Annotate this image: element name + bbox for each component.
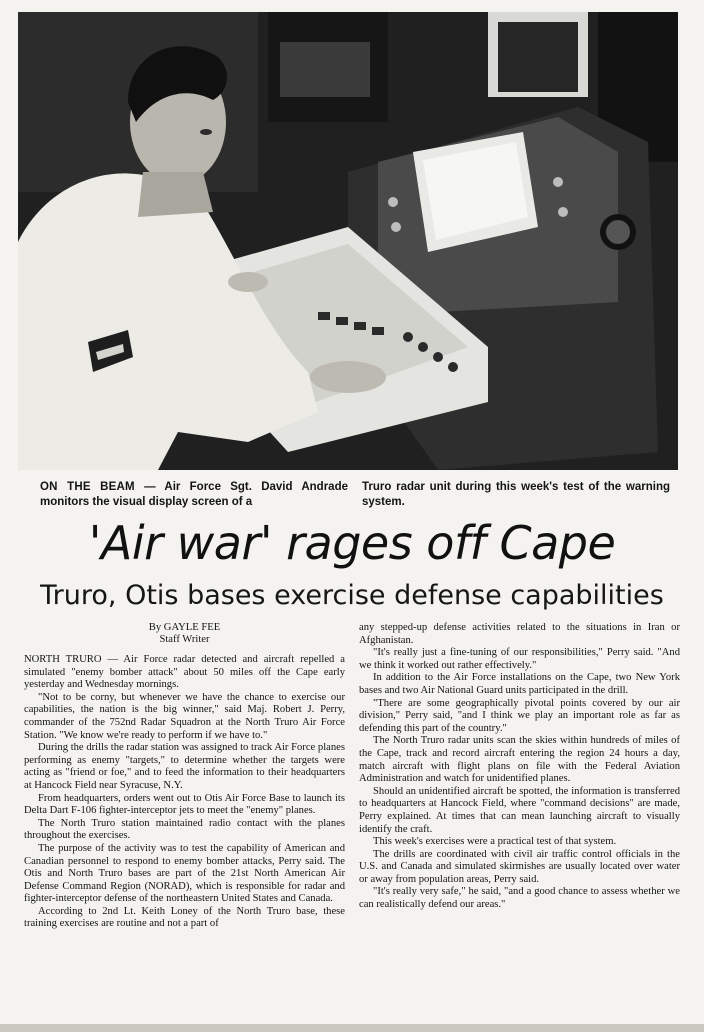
caption-lead: ON THE BEAM <box>40 481 135 493</box>
byline <box>24 622 345 646</box>
paragraph: The purpose of the activity was to test the capability of American and Canadian personnel to respond to enemy bomber attacks, Perry said. The Otis and North Truro bases are part of the 21st North American Air Defense Command Region (NORAD), which is responsible for radar and fighter-interceptor defense of the northeastern United States and Canada. <box>24 842 345 905</box>
caption-left-text: — Air Force Sgt. David Andrade monitors the visual display screen of a <box>40 481 348 508</box>
byline-role: Staff Writer <box>159 634 210 645</box>
article-column-left <box>24 622 345 1024</box>
paragraph: "Not to be corny, but whenever we have the chance to exercise our capabilities, the nation is the big winner," said Maj. Robert J. Perry, commander of the 752nd Radar Squadron at the North Truro Air Force Station. "We know we're ready to perform if we have to." <box>24 691 345 741</box>
article-body <box>24 622 680 1024</box>
photo-caption <box>40 480 670 510</box>
subheadline: Truro, Otis bases exercise defense capabilities <box>40 580 664 611</box>
paragraph: "It's really very safe," he said, "and a good chance to assess whether we can realistically defend our areas." <box>359 886 680 911</box>
caption-right <box>362 480 670 510</box>
caption-right-text: Truro radar unit during this week's test of the warning system. <box>362 481 670 508</box>
paragraph: The North Truro radar units scan the skies within hundreds of miles of the Cape, track and record aircraft entering the region 24 hours a day, match aircraft with flight plans on file with the Federal Aviation Administration and watch for unidentified planes. <box>359 735 680 785</box>
paragraph: any stepped-up defense activities related to the situations in Iran or Afghanistan. <box>359 622 680 646</box>
paragraph: Should an unidentified aircraft be spotted, the information is transferred to headquarters at Hancock Field, where "command decisions" are made, Perry explained. At times that can mean launching aircraft to visually identify the craft. <box>359 785 680 835</box>
paragraph: In addition to the Air Force installations on the Cape, two New York bases and two Air National Guard units participated in the drill. <box>359 672 680 696</box>
caption-left <box>40 480 348 510</box>
page-fold-edge <box>0 1024 704 1032</box>
paragraph: From headquarters, orders went out to Otis Air Force Base to launch its Delta Dart F-106 fighter-interceptor jets to meet the "enemy" planes. <box>24 792 345 817</box>
paragraph: According to 2nd Lt. Keith Loney of the North Truro base, these training exercises are routine and not a part of <box>24 905 345 930</box>
paragraph: The North Truro station maintained radio contact with the planes throughout the exercises. <box>24 817 345 842</box>
paragraph: This week's exercises were a practical test of that system. <box>373 836 617 848</box>
paragraph: The drills are coordinated with civil air traffic control officials in the U.S. and Canada and simulated skirmishes are usually located over water or away from population areas, Perry said. <box>359 848 680 885</box>
paragraph: During the drills the radar station was assigned to track Air Force planes performing as enemy "targets," to determine whether the targets were acting as "friend or foe," and to feed the information to their headquarters at Hancock Field near Syracuse, N.Y. <box>24 742 345 791</box>
article-column-right <box>359 622 680 1024</box>
headline: 'Air war' rages off Cape <box>88 516 616 570</box>
byline-name: By GAYLE FEE <box>148 622 221 633</box>
radar-operator-photo <box>18 12 678 470</box>
paragraph: "It's really just a fine-tuning of our responsibilities," Perry said. "And we think it worked out rather effectively." <box>359 647 680 671</box>
paragraph: NORTH TRURO — Air Force radar detected and aircraft repelled a simulated "enemy bomber attack" about 50 miles off the Cape early yesterday and Wednesday mornings. <box>24 654 345 691</box>
paragraph: "There are some geographically pivotal points covered by our air division," Perry said, "and I think we play an important role as far as defending this part of the country." <box>359 697 680 734</box>
